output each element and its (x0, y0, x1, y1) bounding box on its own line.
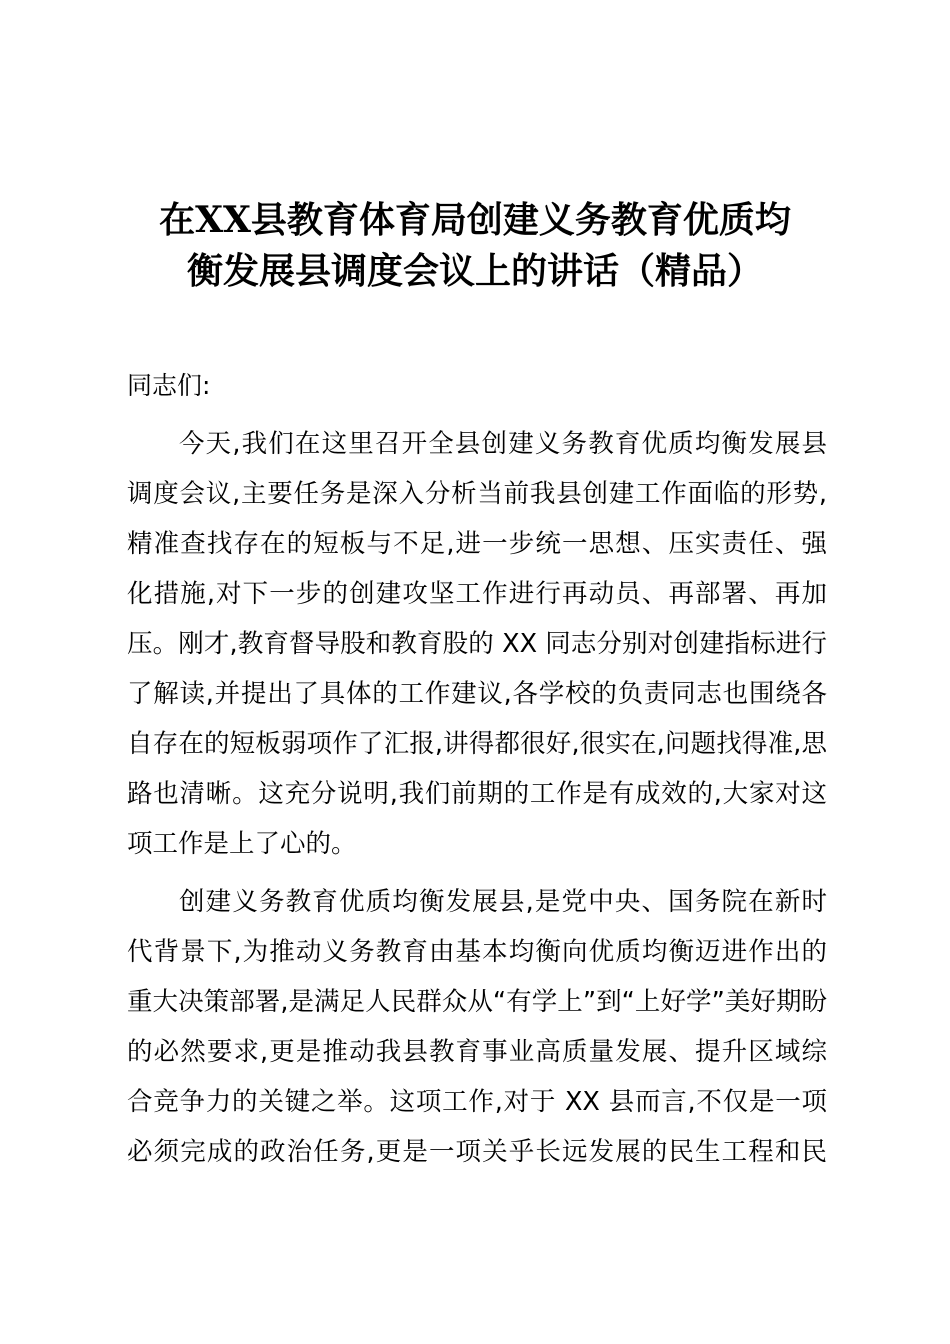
text-line: 路也清晰。这充分说明,我们前期的工作是有成效的,大家对这 (127, 779, 827, 809)
text-line: 必须完成的政治任务,更是一项关乎长远发展的民生工程和民 (127, 1137, 827, 1167)
text-line: 了解读,并提出了具体的工作建议,各学校的负责同志也围绕各 (127, 679, 827, 709)
text-line: 创建义务教育优质均衡发展县,是党中央、国务院在新时 (179, 887, 827, 917)
document-title-line-1: 在XX县教育体育局创建义务教育优质均 (159, 199, 791, 241)
salutation: 同志们: (127, 371, 211, 400)
text-line: 调度会议,主要任务是深入分析当前我县创建工作面临的形势, (127, 479, 827, 509)
document-title-line-2: 衡发展县调度会议上的讲话（精品） (186, 250, 763, 292)
text-line: 今天,我们在这里召开全县创建义务教育优质均衡发展县 (179, 429, 827, 459)
text-line: 合竞争力的关键之举。这项工作,对于 XX 县而言,不仅是一项 (127, 1087, 827, 1117)
text-line: 重大决策部署,是满足人民群众从“有学上”到“上好学”美好期盼 (127, 987, 827, 1017)
text-line: 化措施,对下一步的创建攻坚工作进行再动员、再部署、再加 (127, 579, 827, 609)
text-line: 精准查找存在的短板与不足,进一步统一思想、压实责任、强 (127, 529, 827, 559)
text-line: 代背景下,为推动义务教育由基本均衡向优质均衡迈进作出的 (127, 937, 827, 967)
text-line: 自存在的短板弱项作了汇报,讲得都很好,很实在,问题找得准,思 (127, 729, 827, 759)
paragraph-2 (127, 877, 827, 1177)
paragraph-1 (127, 419, 827, 869)
text-line: 压。刚才,教育督导股和教育股的 XX 同志分别对创建指标进行 (127, 629, 827, 659)
text-line: 的必然要求,更是推动我县教育事业高质量发展、提升区域综 (127, 1037, 827, 1067)
text-line: 项工作是上了心的。 (127, 829, 357, 859)
